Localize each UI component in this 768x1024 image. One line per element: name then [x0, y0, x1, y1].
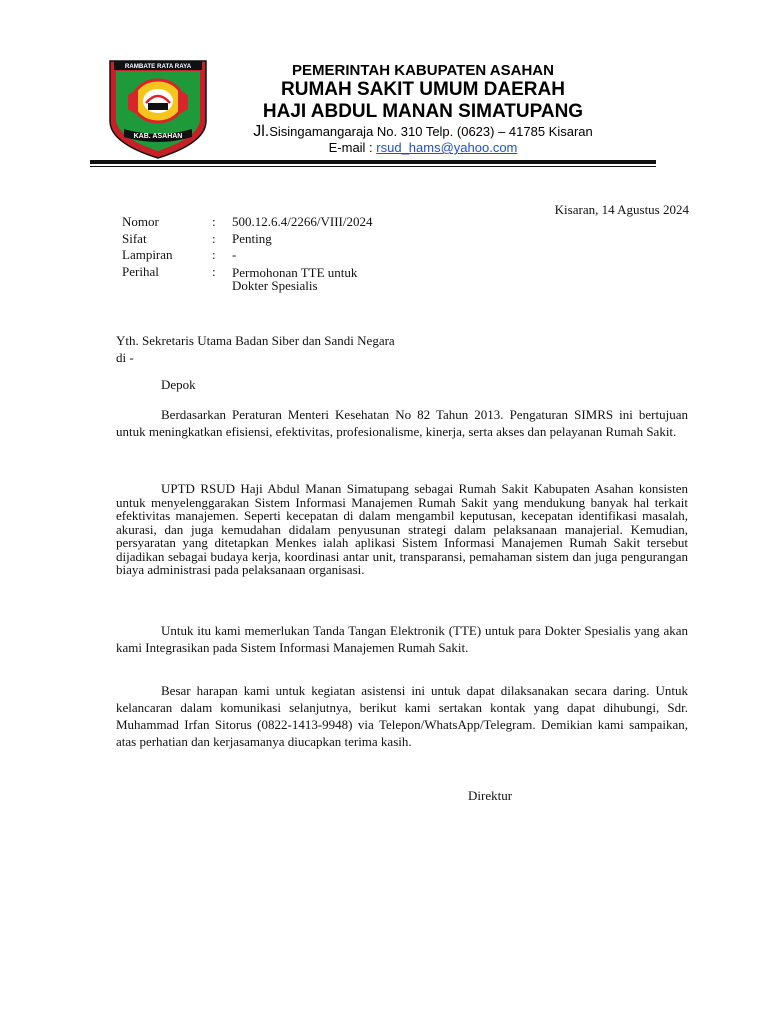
meta-value: Penting	[232, 230, 272, 246]
meta-row-sifat	[122, 231, 392, 248]
letterhead	[218, 62, 628, 156]
address-text: Sisingamangaraja No. 310 Telp. (0623) – 41785 Kisaran	[269, 124, 593, 139]
hospital-address	[218, 124, 628, 140]
meta-label: Perihal	[122, 263, 159, 279]
meta-row-perihal	[122, 264, 392, 293]
paragraph-text: Untuk itu kami memerlukan Tanda Tangan Elektronik (TTE) untuk para Dokter Spesialis yang akan kami Integrasikan pada Sistem Informasi Manajemen Rumah Sakit.	[116, 623, 688, 655]
kabupaten-asahan-logo-icon	[108, 59, 208, 159]
addressee-block	[116, 333, 406, 394]
body-paragraph-4	[116, 682, 688, 750]
hospital-name-line2: HAJI ABDUL MANAN SIMATUPANG	[262, 101, 584, 122]
hospital-name-line1: RUMAH SAKIT UMUM DAERAH	[281, 79, 565, 100]
paragraph-text: Berdasarkan Peraturan Menteri Kesehatan No 82 Tahun 2013. Pengaturan SIMRS ini bertujuan untuk meningkatkan efisiensi, efektivitas, profesionalisme, kinerja, serta akses dan pelayanan Rumah Sakit.	[116, 407, 688, 439]
government-name: PEMERINTAH KABUPATEN ASAHAN	[292, 62, 554, 79]
letterhead-divider-thick	[90, 160, 656, 164]
meta-value: 500.12.6.4/2266/VIII/2024	[232, 214, 373, 229]
email-link[interactable]: rsud_hams@yahoo.com	[376, 140, 518, 155]
meta-row-nomor	[122, 214, 392, 231]
paragraph-text: UPTD RSUD Haji Abdul Manan Simatupang sebagai Rumah Sakit Kabupaten Asahan konsisten untuk menyelenggarakan Sistem Informasi Manajemen Rumah Sakit yang mendukung banyak hal terkait efektivitas manajemen. Seperti kecepatan di dalam mengambil keputusan, kecepatan identifikasi masalah, akurasi, dan juga kemudahan didalam penyusunan strategi dalam pelaksanaan manajerial. Kemudian, persyaratan yang ditetapkan Menkes ialah aplikasi Sistem Informasi Manajemen Rumah Sakit tersebut dijadikan sebagai budaya kerja, koordinasi antar unit, transparansi, pemahaman sistem dan juga pengurangan biaya administrasi pada pelaksanaan organisasi.	[116, 481, 688, 577]
meta-label: Sifat	[122, 230, 147, 246]
meta-label: Lampiran	[122, 247, 173, 262]
letterhead-divider-thin	[90, 166, 656, 167]
meta-colon: :	[212, 230, 216, 246]
logo-banner-text: RAMBATE RATA RAYA	[124, 63, 192, 70]
letter-date: Kisaran, 14 Agustus 2024	[554, 202, 689, 217]
hospital-email	[218, 140, 628, 156]
body-paragraph-2	[116, 482, 688, 577]
addressee-name: Yth. Sekretaris Utama Badan Siber dan Sandi Negara di -	[116, 333, 395, 365]
meta-colon: :	[212, 247, 216, 262]
letter-meta	[122, 214, 392, 293]
signatory-title: Direktur	[468, 788, 513, 803]
meta-colon: :	[212, 263, 216, 279]
addressee-city: Depok	[161, 377, 196, 392]
meta-colon: :	[212, 214, 216, 229]
logo-caption-text: KAB. ASAHAN	[133, 133, 183, 140]
body-paragraph-3	[116, 623, 688, 656]
address-prefix: Jl.	[253, 123, 270, 140]
meta-value: Permohonan TTE untuk Dokter Spesialis	[232, 264, 358, 293]
meta-label: Nomor	[122, 214, 159, 229]
meta-row-lampiran	[122, 247, 392, 264]
body-paragraph-1	[116, 406, 688, 440]
meta-value: -	[232, 247, 237, 262]
paragraph-text: Besar harapan kami untuk kegiatan asistensi ini untuk dapat dilaksanakan secara daring. Untuk kelancaran dalam komunikasi selanjutnya, berikut kami sertakan kontak yang dapat dihubungi, Sdr. Muhammad Irfan Sitorus (0822-1413-9948) via Telepon/WhatsApp/Telegram. Demikian kami sampaikan, atas perhatian dan kerjasamanya diucapkan terima kasih.	[116, 683, 688, 749]
email-label: E-mail :	[328, 140, 377, 155]
